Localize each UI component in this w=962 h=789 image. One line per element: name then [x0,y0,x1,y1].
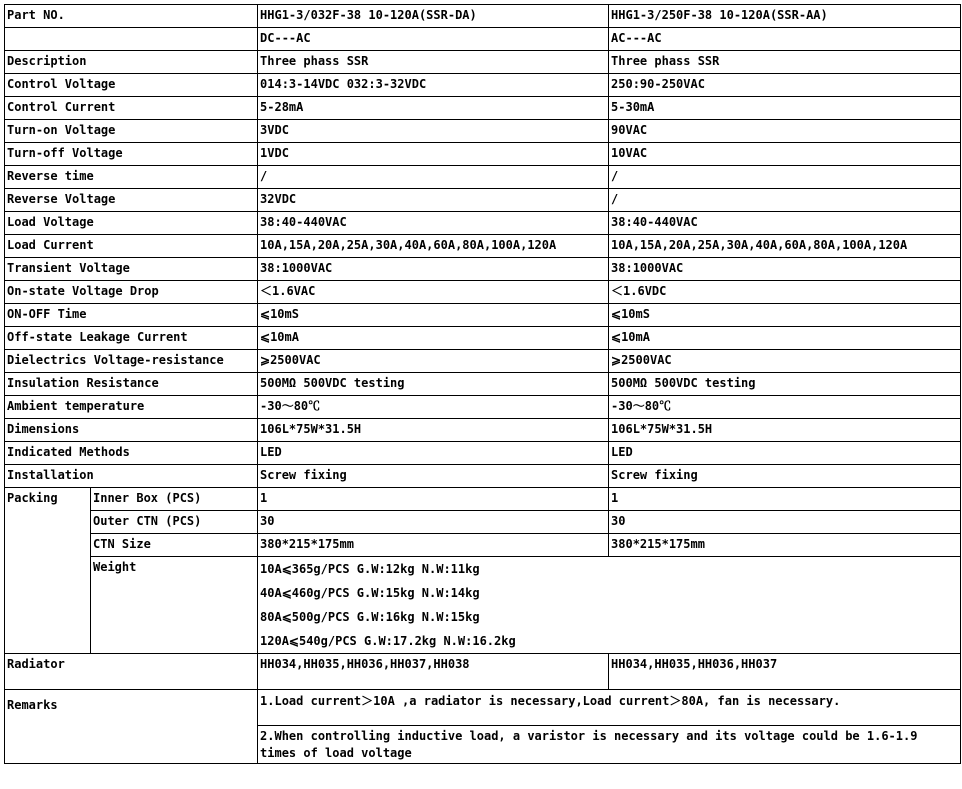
spec-label: Reverse time [5,166,258,189]
radiator-row [5,654,961,690]
spec-value-a: 5-28mA [258,97,609,120]
spec-value-b: 106L*75W*31.5H [609,419,961,442]
spec-value-a: LED [258,442,609,465]
spec-label: ON-OFF Time [5,304,258,327]
spec-label: Description [5,51,258,74]
spec-value-a: 3VDC [258,120,609,143]
weight-line: 10A⩽365g/PCS G.W:12kg N.W:11kg [260,562,480,576]
model-b: HHG1-3/250F-38 10-120A(SSR-AA) [609,5,961,28]
inner-box-b: 1 [609,488,961,511]
spec-value-b: ⩽10mA [609,327,961,350]
outer-ctn-label: Outer CTN (PCS) [91,511,258,534]
spec-row [5,120,961,143]
type-b: AC---AC [609,28,961,51]
weight-line: 120A⩽540g/PCS G.W:17.2kg N.W:16.2kg [260,634,516,648]
outer-ctn-a: 30 [258,511,609,534]
spec-value-a: ⩽10mS [258,304,609,327]
spec-row [5,235,961,258]
spec-label: Indicated Methods [5,442,258,465]
ctn-size-b: 380*215*175mm [609,534,961,557]
spec-value-a: 1VDC [258,143,609,166]
spec-row [5,143,961,166]
remarks-row-1 [5,690,961,726]
type-label-blank [5,28,258,51]
spec-label: On-state Voltage Drop [5,281,258,304]
spec-label: Installation [5,465,258,488]
spec-row [5,465,961,488]
weight-line: 80A⩽500g/PCS G.W:16kg N.W:15kg [260,610,480,624]
ctn-size-label: CTN Size [91,534,258,557]
spec-label: Reverse Voltage [5,189,258,212]
spec-row [5,74,961,97]
outer-ctn-b: 30 [609,511,961,534]
spec-value-a: Three phass SSR [258,51,609,74]
spec-label: Transient Voltage [5,258,258,281]
remark-line-1: 1.Load current＞10A ,a radiator is necessary,Load current＞80A, fan is necessary. [258,690,961,726]
spec-row [5,327,961,350]
spec-label: Off-state Leakage Current [5,327,258,350]
spec-value-b: ＜1.6VDC [609,281,961,304]
spec-value-b: -30～80℃ [609,396,961,419]
spec-value-a: ＜1.6VAC [258,281,609,304]
spec-label: Turn-off Voltage [5,143,258,166]
weight-values [258,557,961,654]
spec-label: Load Current [5,235,258,258]
spec-value-b: 10A,15A,20A,25A,30A,40A,60A,80A,100A,120A [609,235,961,258]
spec-row [5,166,961,189]
radiator-b: HH034,HH035,HH036,HH037 [609,654,961,690]
spec-row [5,212,961,235]
spec-value-a: ⩾2500VAC [258,350,609,373]
ctn-size-a: 380*215*175mm [258,534,609,557]
inner-box-label: Inner Box (PCS) [91,488,258,511]
spec-value-b: 250:90-250VAC [609,74,961,97]
spec-value-a: Screw fixing [258,465,609,488]
spec-label: Ambient temperature [5,396,258,419]
spec-row [5,442,961,465]
spec-label: Insulation Resistance [5,373,258,396]
packing-ctn-size-row [5,534,961,557]
spec-value-a: ⩽10mA [258,327,609,350]
spec-label: Turn-on Voltage [5,120,258,143]
spec-label: Load Voltage [5,212,258,235]
spec-value-a: 10A,15A,20A,25A,30A,40A,60A,80A,100A,120A [258,235,609,258]
spec-row [5,51,961,74]
packing-inner-row [5,488,961,511]
spec-value-a: / [258,166,609,189]
spec-table [4,4,961,764]
radiator-a: HH034,HH035,HH036,HH037,HH038 [258,654,609,690]
spec-row [5,258,961,281]
spec-value-b: 38:40-440VAC [609,212,961,235]
spec-value-a: 38:40-440VAC [258,212,609,235]
model-a: HHG1-3/032F-38 10-120A(SSR-DA) [258,5,609,28]
spec-label: Control Current [5,97,258,120]
spec-row [5,350,961,373]
spec-row [5,281,961,304]
spec-label: Dimensions [5,419,258,442]
spec-value-b: / [609,189,961,212]
part-no-label: Part NO. [5,5,258,28]
packing-weight-row [5,557,961,654]
spec-row [5,396,961,419]
spec-value-b: Screw fixing [609,465,961,488]
spec-label: Control Voltage [5,74,258,97]
part-no-row [5,5,961,28]
spec-value-b: 500MΩ 500VDC testing [609,373,961,396]
spec-row [5,189,961,212]
packing-label: Packing [5,488,91,654]
radiator-label: Radiator [5,654,258,690]
spec-row [5,419,961,442]
spec-value-b: ⩽10mS [609,304,961,327]
spec-label: Dielectrics Voltage-resistance [5,350,258,373]
spec-value-b: ⩾2500VAC [609,350,961,373]
spec-row [5,97,961,120]
spec-value-a: 38:1000VAC [258,258,609,281]
spec-row [5,373,961,396]
spec-value-b: / [609,166,961,189]
spec-value-b: 38:1000VAC [609,258,961,281]
spec-value-a: 014:3-14VDC 032:3-32VDC [258,74,609,97]
spec-value-b: 10VAC [609,143,961,166]
spec-row [5,304,961,327]
remark-line-2: 2.When controlling inductive load, a varistor is necessary and its voltage could be 1.6-1.9 times of load voltage [258,726,961,764]
spec-rows [5,51,961,488]
weight-label: Weight [91,557,258,654]
spec-value-b: 90VAC [609,120,961,143]
spec-value-a: 106L*75W*31.5H [258,419,609,442]
spec-value-a: 500MΩ 500VDC testing [258,373,609,396]
inner-box-a: 1 [258,488,609,511]
weight-line: 40A⩽460g/PCS G.W:15kg N.W:14kg [260,586,480,600]
spec-value-a: -30～80℃ [258,396,609,419]
type-a: DC---AC [258,28,609,51]
spec-value-b: Three phass SSR [609,51,961,74]
spec-value-b: 5-30mA [609,97,961,120]
spec-value-b: LED [609,442,961,465]
type-row [5,28,961,51]
packing-outer-row [5,511,961,534]
remarks-label: Remarks [5,690,258,764]
spec-value-a: 32VDC [258,189,609,212]
